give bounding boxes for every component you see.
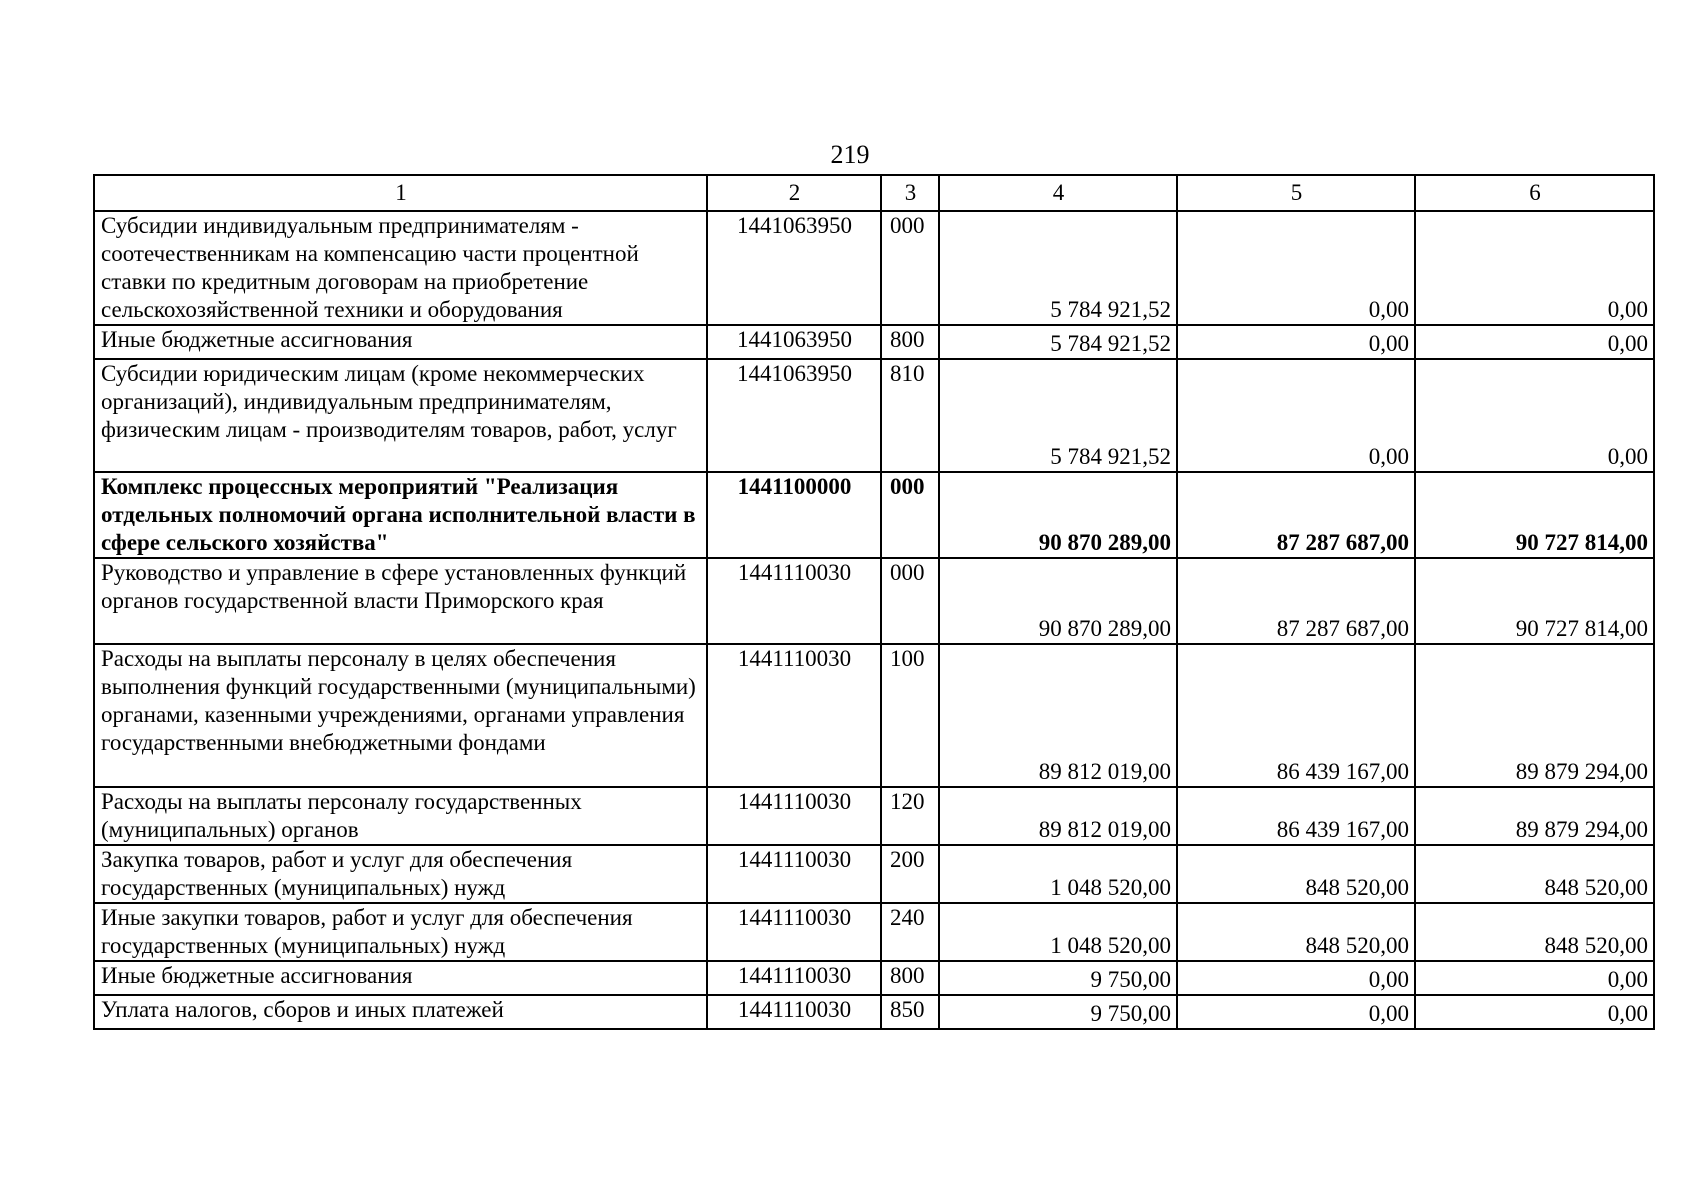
row-code: 1441110030	[707, 787, 881, 845]
row-type: 100	[881, 644, 939, 787]
row-type: 120	[881, 787, 939, 845]
row-value-col5: 86 439 167,00	[1177, 787, 1415, 845]
row-name: Закупка товаров, работ и услуг для обеспечения государственных (муниципальных) нужд	[94, 845, 707, 903]
row-value-col4: 5 784 921,52	[939, 325, 1177, 359]
row-value-col4: 89 812 019,00	[939, 787, 1177, 845]
row-value-col6: 0,00	[1415, 995, 1654, 1029]
column-header-6: 6	[1415, 175, 1654, 211]
budget-table	[93, 174, 1655, 1030]
row-value-col6: 89 879 294,00	[1415, 644, 1654, 787]
row-type: 850	[881, 995, 939, 1029]
table-row	[94, 903, 1654, 961]
row-name: Руководство и управление в сфере установленных функций органов государственной власти Приморского края	[94, 558, 707, 644]
table-row	[94, 787, 1654, 845]
row-type: 000	[881, 472, 939, 558]
row-code: 1441100000	[707, 472, 881, 558]
row-type: 240	[881, 903, 939, 961]
row-value-col4: 5 784 921,52	[939, 211, 1177, 325]
row-value-col6: 0,00	[1415, 211, 1654, 325]
row-value-col6: 0,00	[1415, 325, 1654, 359]
row-value-col5: 0,00	[1177, 211, 1415, 325]
column-header-2: 2	[707, 175, 881, 211]
row-code: 1441110030	[707, 644, 881, 787]
row-value-col5: 0,00	[1177, 961, 1415, 995]
row-code: 1441063950	[707, 359, 881, 472]
row-name: Субсидии индивидуальным предпринимателям - соотечественникам на компенсацию части процентной ставки по кредитным договорам на приобретение сельскохозяйственной техники и оборудования	[94, 211, 707, 325]
row-type: 200	[881, 845, 939, 903]
row-name: Уплата налогов, сборов и иных платежей	[94, 995, 707, 1029]
row-value-col5: 0,00	[1177, 359, 1415, 472]
row-name: Расходы на выплаты персоналу государственных (муниципальных) органов	[94, 787, 707, 845]
row-value-col6: 90 727 814,00	[1415, 472, 1654, 558]
column-header-4: 4	[939, 175, 1177, 211]
row-value-col4: 90 870 289,00	[939, 472, 1177, 558]
row-code: 1441110030	[707, 845, 881, 903]
column-header-1: 1	[94, 175, 707, 211]
column-header-5: 5	[1177, 175, 1415, 211]
row-value-col4: 1 048 520,00	[939, 845, 1177, 903]
row-value-col4: 5 784 921,52	[939, 359, 1177, 472]
header-row	[94, 175, 1654, 211]
table-row	[94, 845, 1654, 903]
row-value-col4: 89 812 019,00	[939, 644, 1177, 787]
row-value-col4: 9 750,00	[939, 961, 1177, 995]
table-row	[94, 558, 1654, 644]
column-header-3: 3	[881, 175, 939, 211]
row-value-col5: 0,00	[1177, 325, 1415, 359]
row-code: 1441063950	[707, 325, 881, 359]
table-row	[94, 472, 1654, 558]
row-value-col6: 848 520,00	[1415, 903, 1654, 961]
row-name: Иные закупки товаров, работ и услуг для обеспечения государственных (муниципальных) нужд	[94, 903, 707, 961]
table-row	[94, 325, 1654, 359]
row-name: Расходы на выплаты персоналу в целях обеспечения выполнения функций государственными (муниципальными) органами, казенными учреждениями, органами управления государственными внебюджетными фондами	[94, 644, 707, 787]
row-code: 1441110030	[707, 558, 881, 644]
row-value-col6: 89 879 294,00	[1415, 787, 1654, 845]
row-value-col6: 848 520,00	[1415, 845, 1654, 903]
row-name: Иные бюджетные ассигнования	[94, 961, 707, 995]
table-row	[94, 995, 1654, 1029]
row-code: 1441063950	[707, 211, 881, 325]
row-code: 1441110030	[707, 961, 881, 995]
row-name: Иные бюджетные ассигнования	[94, 325, 707, 359]
row-value-col6: 0,00	[1415, 961, 1654, 995]
row-value-col4: 90 870 289,00	[939, 558, 1177, 644]
row-type: 800	[881, 325, 939, 359]
row-type: 000	[881, 558, 939, 644]
row-value-col5: 87 287 687,00	[1177, 558, 1415, 644]
table-row	[94, 359, 1654, 472]
table-row	[94, 644, 1654, 787]
table-row	[94, 961, 1654, 995]
page-number: 219	[830, 140, 870, 169]
row-type: 800	[881, 961, 939, 995]
row-value-col4: 9 750,00	[939, 995, 1177, 1029]
row-value-col4: 1 048 520,00	[939, 903, 1177, 961]
row-code: 1441110030	[707, 995, 881, 1029]
row-type: 810	[881, 359, 939, 472]
row-name: Комплекс процессных мероприятий "Реализация отдельных полномочий органа исполнительной власти в сфере сельского хозяйства"	[94, 472, 707, 558]
row-value-col6: 0,00	[1415, 359, 1654, 472]
row-value-col5: 848 520,00	[1177, 903, 1415, 961]
row-value-col6: 90 727 814,00	[1415, 558, 1654, 644]
row-type: 000	[881, 211, 939, 325]
budget-table-body	[94, 175, 1654, 1029]
row-value-col5: 86 439 167,00	[1177, 644, 1415, 787]
row-name: Субсидии юридическим лицам (кроме некоммерческих организаций), индивидуальным предпринимателям, физическим лицам - производителям товаров, работ, услуг	[94, 359, 707, 472]
row-value-col5: 0,00	[1177, 995, 1415, 1029]
row-code: 1441110030	[707, 903, 881, 961]
table-row	[94, 211, 1654, 325]
row-value-col5: 848 520,00	[1177, 845, 1415, 903]
row-value-col5: 87 287 687,00	[1177, 472, 1415, 558]
